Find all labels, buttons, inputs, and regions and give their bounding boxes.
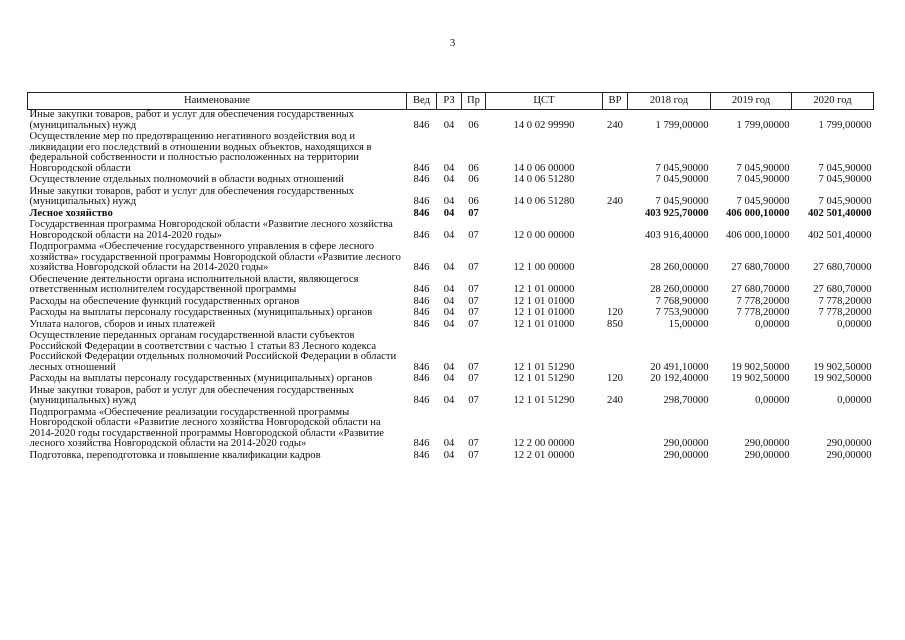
cell-rz: 04 — [443, 295, 455, 307]
cell-name: Подготовка, переподготовка и повышение квалификации кадров — [29, 449, 321, 461]
cell-pr: 07 — [468, 284, 479, 295]
cell-name: Осуществление переданных органам государственной власти субъектов Российской Федерации в соответствии с частью 1 статьи 83 Лесного кодекса Российской Федерации отдельных полномочий Российской Федерации в области лесных отношений — [29, 330, 397, 373]
cell-rz: 04 — [443, 449, 455, 461]
cell-ved: 846 — [413, 174, 430, 185]
table-row — [28, 242, 874, 275]
cell-vr: 120 — [607, 373, 623, 384]
cell-ved: 846 — [413, 307, 430, 318]
cell-cst: 12 1 01 51290 — [513, 395, 575, 406]
table-row — [28, 408, 874, 451]
col-header-2018: 2018 год — [628, 93, 711, 110]
cell-2020: 7 045,90000 — [818, 162, 872, 174]
cell-cst — [486, 209, 603, 221]
cell-name: Лесное хозяйство — [29, 207, 113, 219]
cell-vr — [603, 242, 628, 275]
table-row — [28, 331, 874, 374]
cell-2018: 290,00000 — [663, 438, 709, 449]
cell-rz: 04 — [443, 307, 455, 318]
col-header-cst: ЦСТ — [486, 93, 603, 110]
cell-name: Обеспечение деятельности органа исполнительной власти, являющегося ответственным исполнителем государственной программы — [29, 273, 359, 295]
cell-ved: 846 — [413, 438, 430, 449]
table-row — [28, 451, 874, 463]
cell-2019: 19 902,50000 — [731, 373, 790, 384]
table-body — [28, 110, 874, 463]
cell-2019: 19 902,50000 — [731, 361, 790, 373]
cell-cst: 14 0 06 51280 — [513, 196, 575, 207]
cell-pr: 07 — [468, 361, 479, 373]
cell-cst: 12 1 01 51290 — [513, 361, 575, 373]
cell-rz: 04 — [443, 196, 455, 207]
cell-cst: 12 1 01 01000 — [513, 295, 575, 307]
cell-2019: 406 000,10000 — [725, 229, 790, 241]
cell-2018: 20 491,10000 — [650, 361, 709, 373]
cell-name: Уплата налогов, сборов и иных платежей — [29, 318, 216, 330]
cell-cst: 14 0 06 00000 — [513, 162, 575, 174]
cell-cst: 12 1 00 00000 — [513, 262, 575, 273]
cell-2019: 406 000,10000 — [725, 207, 790, 219]
cell-cst: 12 0 00 00000 — [513, 229, 575, 241]
cell-2020: 7 045,90000 — [818, 174, 872, 185]
cell-pr: 07 — [468, 373, 479, 384]
cell-rz: 04 — [443, 229, 455, 241]
cell-pr: 07 — [468, 449, 479, 461]
cell-2019: 7 045,90000 — [736, 196, 790, 207]
cell-cst: 14 0 06 51280 — [513, 174, 575, 185]
cell-pr: 07 — [468, 307, 479, 318]
cell-2020: 7 778,20000 — [818, 307, 872, 318]
cell-name: Осуществление мер по предотвращению негативного воздействия вод и ликвидации его последствий в отношении водных объектов, находящихся в федеральной собственности и полностью расположенных на территории Новгородской области — [29, 131, 372, 174]
table-row — [28, 175, 874, 187]
cell-pr: 06 — [468, 119, 479, 131]
cell-pr: 06 — [468, 196, 479, 207]
cell-2019: 27 680,70000 — [731, 262, 790, 273]
col-header-ved: Вед — [407, 93, 437, 110]
cell-2018: 7 768,90000 — [655, 295, 709, 307]
cell-pr: 07 — [468, 438, 479, 449]
cell-ved: 846 — [413, 395, 430, 406]
col-header-vr: ВР — [603, 93, 628, 110]
cell-name: Государственная программа Новгородской области «Развитие лесного хозяйства Новгородской области на 2014-2020 годы» — [29, 219, 393, 241]
cell-2020: 1 799,00000 — [818, 119, 872, 131]
cell-pr: 06 — [468, 162, 479, 174]
table-row — [28, 374, 874, 386]
cell-2019: 0,00000 — [755, 318, 790, 330]
cell-ved: 846 — [413, 284, 430, 295]
cell-vr — [603, 408, 628, 451]
cell-rz: 04 — [443, 262, 455, 273]
cell-2020: 290,00000 — [826, 438, 872, 449]
cell-name: Расходы на выплаты персоналу государственных (муниципальных) органов — [29, 307, 373, 318]
col-header-pr: Пр — [462, 93, 486, 110]
cell-2018: 28 260,00000 — [650, 262, 709, 273]
cell-2019: 0,00000 — [755, 395, 790, 406]
cell-2019: 290,00000 — [744, 449, 790, 461]
cell-2020: 27 680,70000 — [813, 262, 872, 273]
cell-2018: 28 260,00000 — [650, 284, 709, 295]
cell-2020: 402 501,40000 — [807, 229, 872, 241]
cell-rz: 04 — [443, 207, 455, 219]
cell-cst: 12 1 01 01000 — [513, 307, 575, 318]
cell-pr: 07 — [468, 207, 479, 219]
col-header-name: Наименование — [28, 93, 407, 110]
cell-rz: 04 — [443, 119, 455, 131]
cell-name: Подпрограмма «Обеспечение реализации государственной программы Новгородской области «Развитие лесного хозяйства Новгородской области на 2014-2020 годы государственной программы Новгородской области «Развитие лесного хозяйства Новгородской области на 2014-2020 годы» — [29, 406, 384, 449]
cell-2018: 290,00000 — [663, 449, 709, 461]
cell-name: Иные закупки товаров, работ и услуг для обеспечения государственных (муниципальных) нужд — [29, 109, 354, 131]
cell-name: Расходы на обеспечение функций государственных органов — [29, 295, 300, 307]
table-row — [28, 187, 874, 209]
cell-rz: 04 — [443, 162, 455, 174]
cell-2018: 403 925,70000 — [644, 207, 709, 219]
cell-cst: 12 1 01 51290 — [513, 373, 575, 384]
cell-ved: 846 — [413, 207, 430, 219]
cell-rz: 04 — [443, 318, 455, 330]
cell-vr: 120 — [607, 307, 623, 318]
cell-rz: 04 — [443, 395, 455, 406]
cell-2020: 7 778,20000 — [818, 295, 872, 307]
col-header-2020: 2020 год — [792, 93, 874, 110]
table-row — [28, 110, 874, 133]
cell-pr: 07 — [468, 295, 479, 307]
cell-cst: 12 2 01 00000 — [513, 449, 575, 461]
cell-pr: 07 — [468, 395, 479, 406]
cell-ved: 846 — [413, 262, 430, 273]
table-row — [28, 275, 874, 297]
cell-2020: 27 680,70000 — [813, 284, 872, 295]
cell-vr: 850 — [607, 318, 623, 330]
cell-2018: 298,70000 — [663, 395, 709, 406]
cell-ved: 846 — [413, 361, 430, 373]
cell-cst: 12 1 01 00000 — [513, 284, 575, 295]
cell-name: Иные закупки товаров, работ и услуг для обеспечения государственных (муниципальных) нужд — [29, 384, 354, 406]
table-row — [28, 386, 874, 408]
cell-2018: 7 045,90000 — [655, 196, 709, 207]
cell-2019: 7 778,20000 — [736, 307, 790, 318]
table-row — [28, 220, 874, 242]
cell-ved: 846 — [413, 318, 430, 330]
cell-vr — [603, 331, 628, 374]
cell-2019: 27 680,70000 — [731, 284, 790, 295]
cell-2018: 7 045,90000 — [655, 162, 709, 174]
cell-vr: 240 — [607, 395, 623, 406]
cell-name: Осуществление отдельных полномочий в области водных отношений — [29, 174, 344, 185]
cell-2020: 19 902,50000 — [813, 361, 872, 373]
cell-2019: 1 799,00000 — [736, 119, 790, 131]
cell-2020: 0,00000 — [837, 318, 872, 330]
cell-rz: 04 — [443, 438, 455, 449]
cell-cst: 14 0 02 99990 — [513, 119, 575, 131]
cell-ved: 846 — [413, 449, 430, 461]
cell-rz: 04 — [443, 373, 455, 384]
cell-vr — [603, 275, 628, 297]
cell-vr — [603, 220, 628, 242]
budget-table — [27, 92, 874, 462]
cell-pr: 07 — [468, 262, 479, 273]
cell-ved: 846 — [413, 373, 430, 384]
cell-2020: 7 045,90000 — [818, 196, 872, 207]
cell-ved: 846 — [413, 229, 430, 241]
table-row — [28, 132, 874, 175]
cell-2018: 7 753,90000 — [655, 307, 709, 318]
cell-name: Иные закупки товаров, работ и услуг для обеспечения государственных (муниципальных) нужд — [29, 185, 354, 207]
cell-2018: 7 045,90000 — [655, 174, 709, 185]
cell-name: Подпрограмма «Обеспечение государственного управления в сфере лесного хозяйства» государственной программы Новгородской области «Развитие лесного хозяйства Новгородской области на 2014-2020 годы» — [29, 241, 401, 273]
cell-pr: 06 — [468, 174, 479, 185]
cell-2020: 19 902,50000 — [813, 373, 872, 384]
cell-2018: 15,00000 — [668, 318, 709, 330]
cell-2019: 290,00000 — [744, 438, 790, 449]
cell-2020: 402 501,40000 — [807, 207, 872, 219]
cell-vr: 240 — [607, 119, 623, 131]
cell-ved: 846 — [413, 162, 430, 174]
cell-ved: 846 — [413, 295, 430, 307]
col-header-2019: 2019 год — [711, 93, 792, 110]
cell-ved: 846 — [413, 196, 430, 207]
cell-pr: 07 — [468, 229, 479, 241]
cell-vr — [603, 451, 628, 463]
cell-2018: 1 799,00000 — [655, 119, 709, 131]
cell-2019: 7 045,90000 — [736, 162, 790, 174]
cell-vr — [603, 209, 628, 221]
cell-vr — [603, 175, 628, 187]
page-number: 3 — [449, 37, 456, 49]
cell-rz: 04 — [443, 174, 455, 185]
cell-cst: 12 1 01 01000 — [513, 318, 575, 330]
cell-pr: 07 — [468, 318, 479, 330]
cell-2018: 403 916,40000 — [644, 229, 709, 241]
cell-2020: 0,00000 — [837, 395, 872, 406]
cell-vr: 240 — [607, 196, 623, 207]
cell-name: Расходы на выплаты персоналу государственных (муниципальных) органов — [29, 373, 373, 384]
cell-cst: 12 2 00 00000 — [513, 438, 575, 449]
cell-2020: 290,00000 — [826, 449, 872, 461]
table-row — [28, 308, 874, 320]
col-header-rz: РЗ — [437, 93, 462, 110]
cell-2018: 20 192,40000 — [650, 373, 709, 384]
cell-rz: 04 — [443, 284, 455, 295]
cell-rz: 04 — [443, 361, 455, 373]
cell-2019: 7 045,90000 — [736, 174, 790, 185]
cell-2019: 7 778,20000 — [736, 295, 790, 307]
cell-vr — [603, 132, 628, 175]
cell-ved: 846 — [413, 119, 430, 131]
header-row — [28, 93, 874, 110]
